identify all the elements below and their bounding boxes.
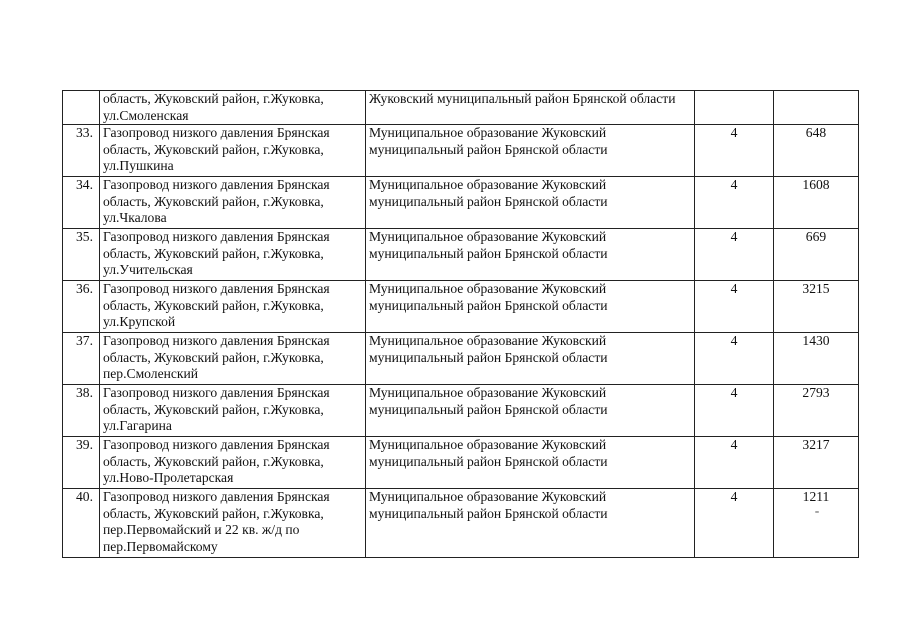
table-row <box>63 125 859 177</box>
owner-cell: Муниципальное образование Жуковский муниципальный район Брянской области <box>366 229 695 281</box>
diameter-cell <box>695 91 774 125</box>
owner-cell: Муниципальное образование Жуковский муниципальный район Брянской области <box>366 437 695 489</box>
object-cell: Газопровод низкого давления Брянская область, Жуковский район, г.Жуковка, ул.Учительская <box>100 229 366 281</box>
row-number: 39. <box>63 437 100 489</box>
value-cell: 2793 <box>774 385 859 437</box>
value-cell: 669 <box>774 229 859 281</box>
owner-cell: Муниципальное образование Жуковский муниципальный район Брянской области <box>366 333 695 385</box>
table-row <box>63 281 859 333</box>
owner-cell: Муниципальное образование Жуковский муниципальный район Брянской области <box>366 125 695 177</box>
owner-cell: Муниципальное образование Жуковский муниципальный район Брянской области <box>366 385 695 437</box>
table-row <box>63 91 859 125</box>
diameter-cell: 4 <box>695 333 774 385</box>
owner-cell: Муниципальное образование Жуковский муниципальный район Брянской области <box>366 281 695 333</box>
value-cell: 1430 <box>774 333 859 385</box>
object-cell: область, Жуковский район, г.Жуковка, ул.Смоленская <box>100 91 366 125</box>
value-cell: 648 <box>774 125 859 177</box>
value-mark: - <box>814 502 820 518</box>
row-number: 34. <box>63 177 100 229</box>
table-row <box>63 177 859 229</box>
row-number: 35. <box>63 229 100 281</box>
diameter-cell: 4 <box>695 437 774 489</box>
table-row <box>63 437 859 489</box>
object-cell: Газопровод низкого давления Брянская область, Жуковский район, г.Жуковка, ул.Пушкина <box>100 125 366 177</box>
diameter-cell: 4 <box>695 385 774 437</box>
table-row <box>63 385 859 437</box>
diameter-cell: 4 <box>695 489 774 558</box>
row-number <box>63 91 100 125</box>
diameter-cell: 4 <box>695 125 774 177</box>
object-cell: Газопровод низкого давления Брянская область, Жуковский район, г.Жуковка, пер.Первомайский и 22 кв. ж/д по пер.Первомайскому <box>100 489 366 558</box>
table-row <box>63 229 859 281</box>
table-row <box>63 489 859 558</box>
row-number: 38. <box>63 385 100 437</box>
table-row <box>63 333 859 385</box>
object-cell: Газопровод низкого давления Брянская область, Жуковский район, г.Жуковка, ул.Чкалова <box>100 177 366 229</box>
object-cell: Газопровод низкого давления Брянская область, Жуковский район, г.Жуковка, ул.Ново-Пролетарская <box>100 437 366 489</box>
owner-cell: Муниципальное образование Жуковский муниципальный район Брянской области <box>366 177 695 229</box>
row-number: 36. <box>63 281 100 333</box>
value-cell: 3217 <box>774 437 859 489</box>
diameter-cell: 4 <box>695 229 774 281</box>
value-cell <box>774 489 859 558</box>
diameter-cell: 4 <box>695 281 774 333</box>
value-cell: 3215 <box>774 281 859 333</box>
value-text: 1211 <box>802 489 830 504</box>
object-cell: Газопровод низкого давления Брянская область, Жуковский район, г.Жуковка, ул.Крупской <box>100 281 366 333</box>
object-cell: Газопровод низкого давления Брянская область, Жуковский район, г.Жуковка, ул.Гагарина <box>100 385 366 437</box>
row-number: 33. <box>63 125 100 177</box>
value-cell <box>774 91 859 125</box>
row-number: 37. <box>63 333 100 385</box>
row-number: 40. <box>63 489 100 558</box>
registry-table <box>62 90 859 558</box>
owner-cell: Жуковский муниципальный район Брянской области <box>366 91 695 125</box>
value-cell: 1608 <box>774 177 859 229</box>
owner-cell: Муниципальное образование Жуковский муниципальный район Брянской области <box>366 489 695 558</box>
object-cell: Газопровод низкого давления Брянская область, Жуковский район, г.Жуковка, пер.Смоленский <box>100 333 366 385</box>
diameter-cell: 4 <box>695 177 774 229</box>
